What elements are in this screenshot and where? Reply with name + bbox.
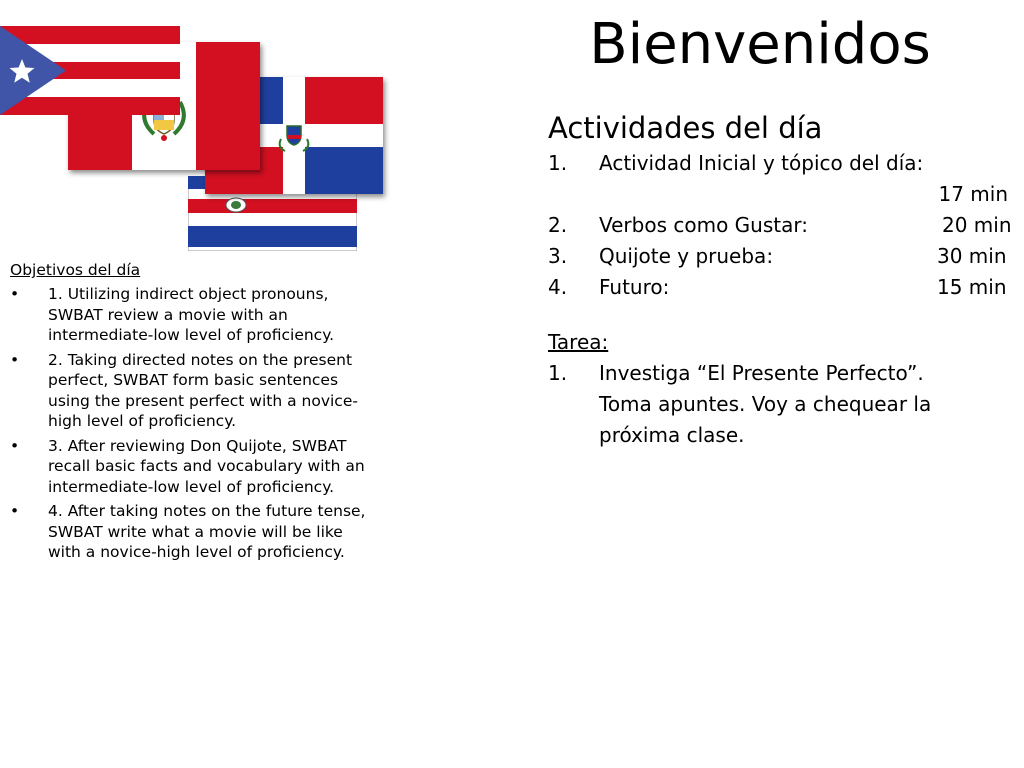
agenda-item-time: 30 min (937, 244, 1007, 268)
agenda-item-label: Actividad Inicial y tópico del día: (599, 151, 924, 175)
objectives-list (10, 284, 380, 563)
agenda-heading: Actividades del día (548, 111, 823, 145)
objectives-heading: Objetivos del día (10, 261, 141, 279)
objective-text: 3. After reviewing Don Quijote, SWBAT recall basic facts and vocabulary with an intermediate-low level of proficiency. (48, 436, 365, 496)
homework-item-number: 1. (548, 361, 568, 385)
agenda-item-number: 1. (548, 151, 568, 175)
objective-text: 1. Utilizing indirect object pronouns, SWBAT review a movie with an intermediate-low level of proficiency. (48, 285, 335, 344)
agenda-section (548, 108, 1018, 451)
objective-item (10, 284, 380, 346)
agenda-item (548, 241, 1018, 272)
agenda-item (548, 272, 1018, 303)
objective-item (10, 350, 380, 432)
agenda-item-number: 4. (548, 275, 568, 299)
objective-text: 2. Taking directed notes on the present perfect, SWBAT form basic sentences using the present perfect with a novice-high level of proficiency. (48, 350, 358, 430)
homework-item (548, 358, 1018, 451)
agenda-item (548, 148, 1018, 210)
agenda-item-label: Futuro: (599, 275, 670, 299)
bullet-icon: • (10, 436, 20, 455)
agenda-item (548, 210, 1018, 241)
flags-collage (0, 0, 390, 255)
agenda-item-label: Quijote y prueba: (599, 244, 774, 268)
homework-item-text: Investiga “El Presente Perfecto”. Toma apuntes. Voy a chequear la próxima clase. (599, 361, 932, 447)
page-title: Bienvenidos (589, 12, 931, 77)
objective-text: 4. After taking notes on the future tense, SWBAT write what a movie will be like with a novice-high level of proficiency. (48, 502, 366, 561)
puerto-rico-flag (0, 26, 180, 115)
objectives-section (10, 260, 380, 563)
agenda-list (548, 148, 1018, 303)
agenda-item-number: 3. (548, 244, 568, 268)
agenda-item-label: Verbos como Gustar: (599, 213, 808, 237)
objective-item (10, 436, 380, 498)
agenda-item-number: 2. (548, 213, 568, 237)
homework-heading: Tarea: (548, 330, 609, 354)
bullet-icon: • (10, 285, 20, 303)
objective-item (10, 501, 380, 563)
bullet-icon: • (10, 350, 20, 369)
agenda-item-time: 15 min (937, 275, 1007, 299)
agenda-item-time: 17 min (938, 182, 1008, 206)
bullet-icon: • (10, 502, 20, 520)
agenda-item-time: 20 min (942, 213, 1012, 237)
